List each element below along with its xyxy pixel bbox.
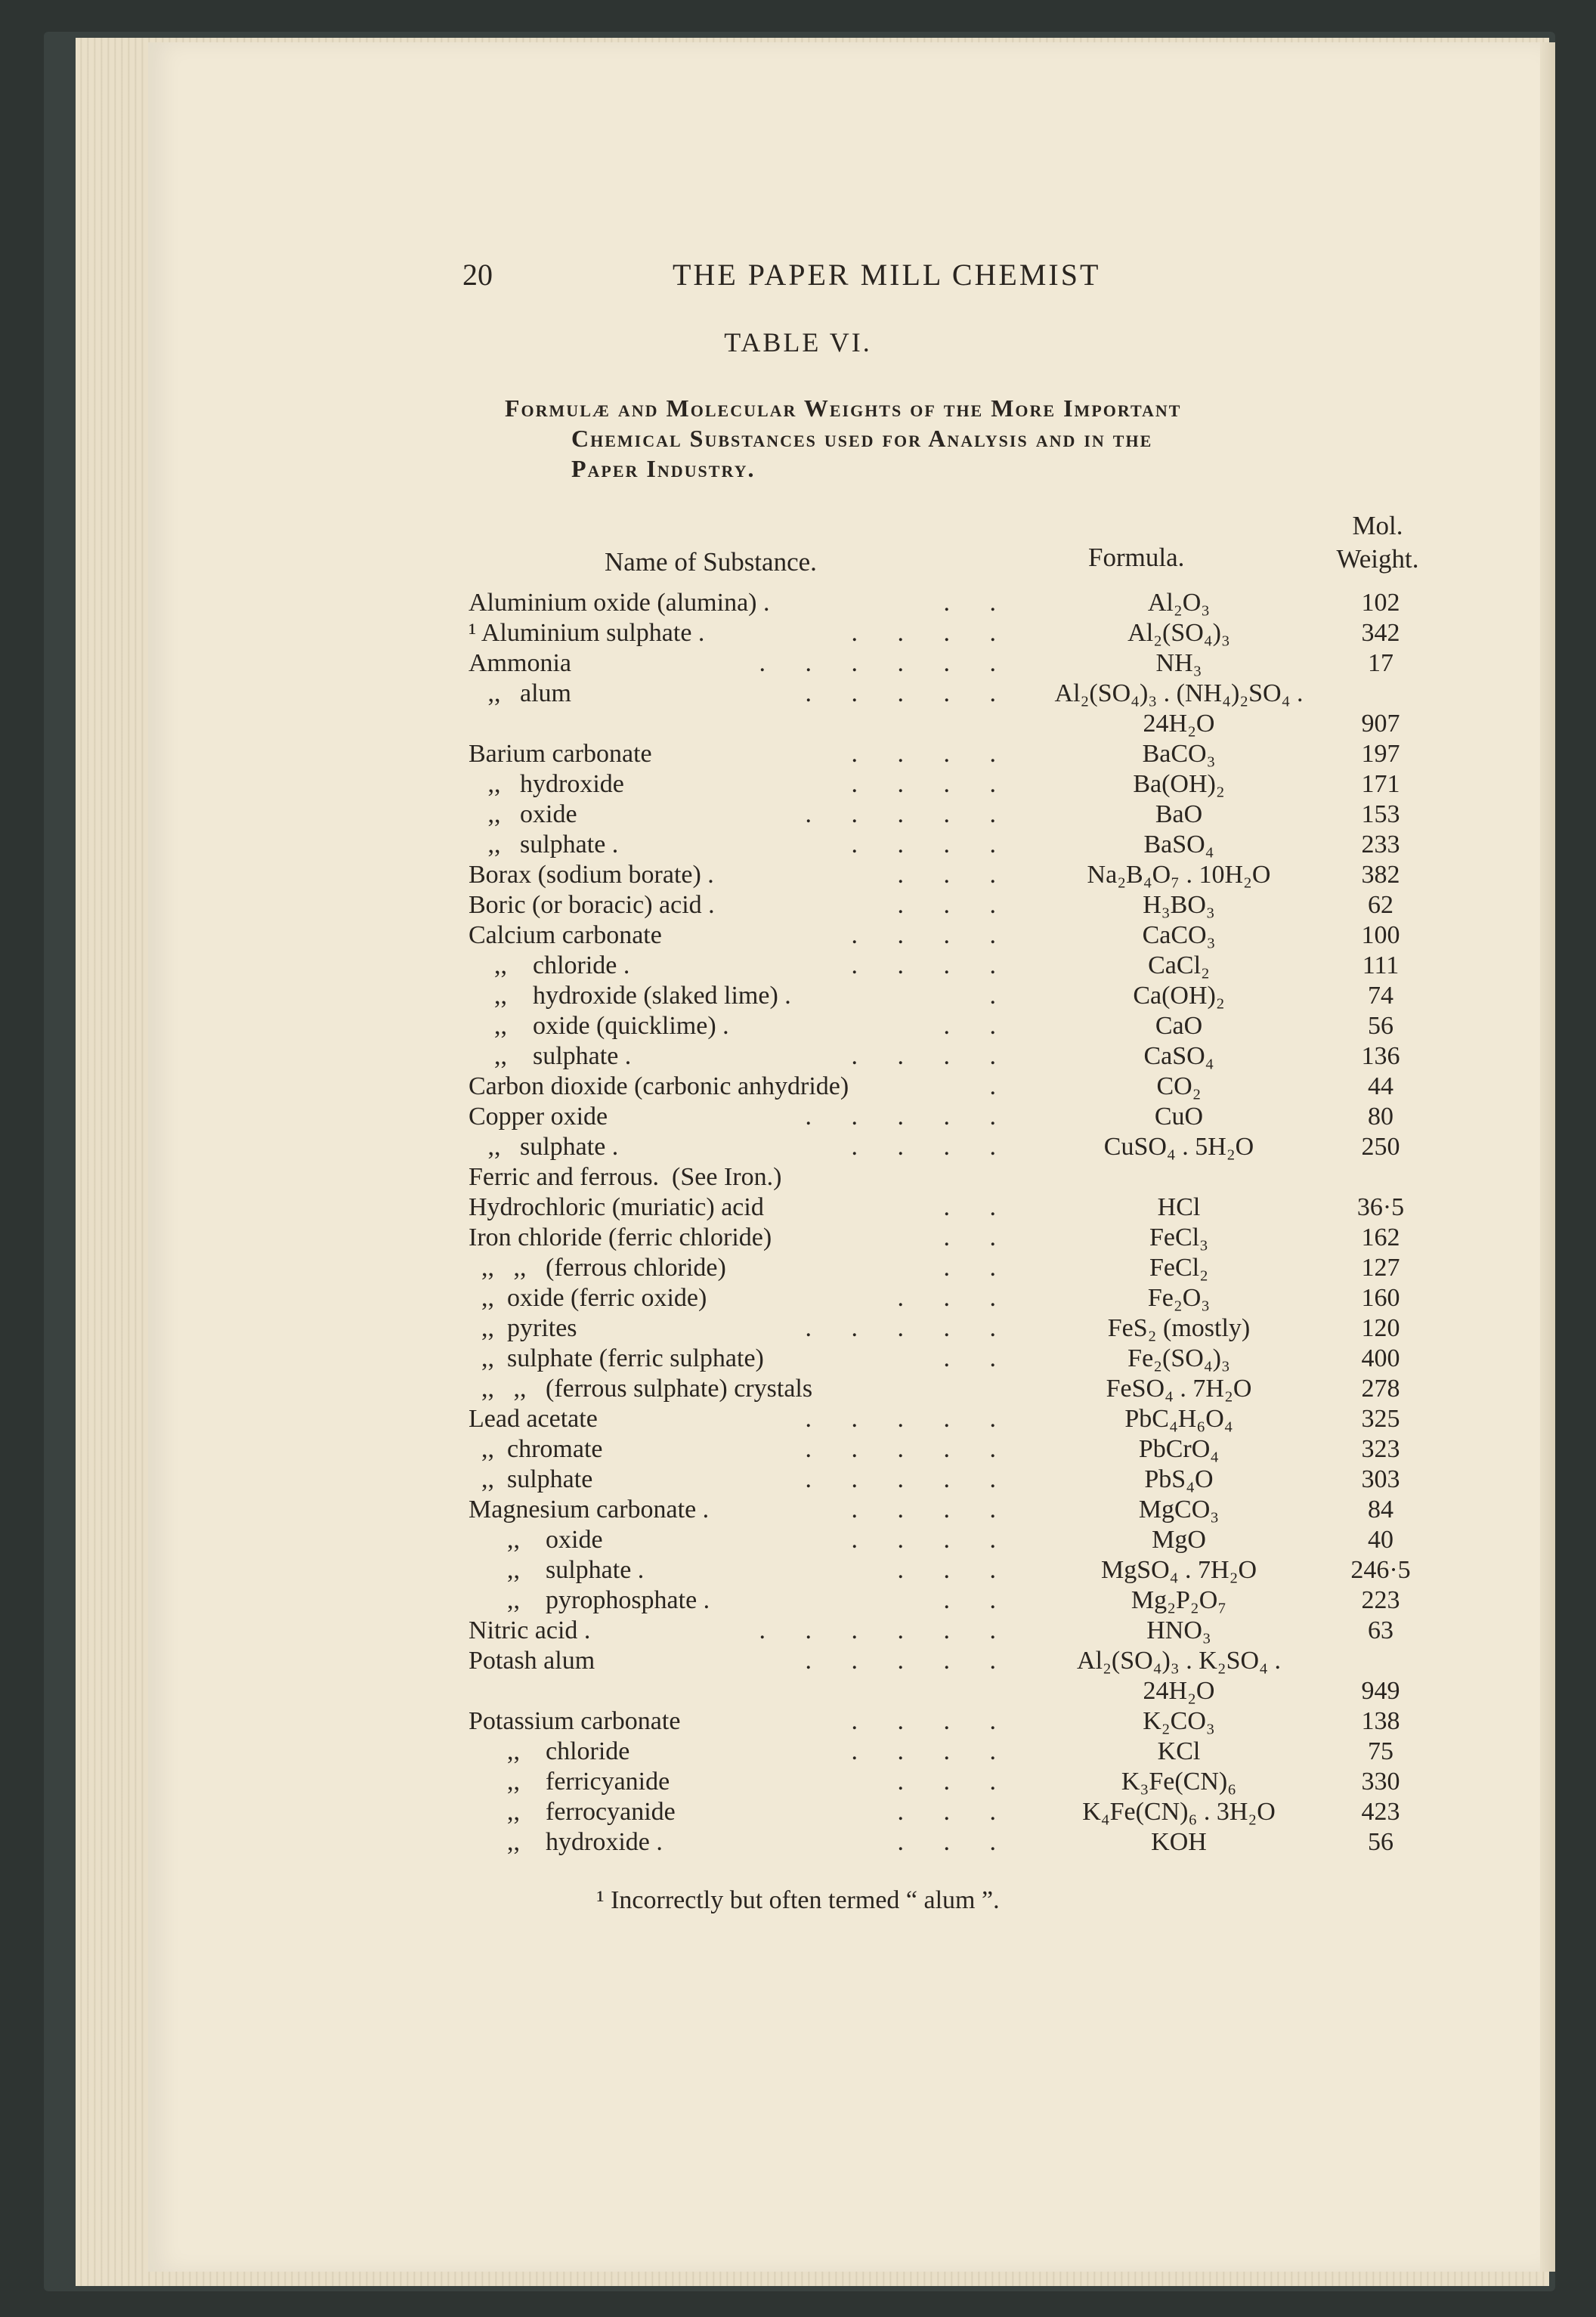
caption-line-1: Formulæ and Molecular Weights of the More Important	[505, 394, 1182, 422]
table-row	[469, 981, 1451, 1011]
substance-name: Carbon dioxide (carbonic anhydride)	[469, 1072, 849, 1100]
leader-dots: . .	[943, 1586, 1013, 1614]
substance-formula: KOH	[1151, 1828, 1207, 1856]
molecular-weight: 120	[1361, 1314, 1400, 1342]
table-title: TABLE VI.	[724, 327, 872, 357]
molecular-weight: 17	[1368, 649, 1393, 677]
leader-dots: . .	[943, 589, 1013, 617]
table-row	[469, 648, 1451, 679]
molecular-weight: 111	[1362, 951, 1400, 979]
molecular-weight: 246·5	[1350, 1556, 1411, 1584]
substance-name: ,, hydroxide (slaked lime) .	[469, 982, 791, 1010]
table-row	[469, 1767, 1451, 1797]
substance-name: Iron chloride (ferric chloride)	[469, 1223, 772, 1251]
substance-formula: Ba(OH)₂	[1133, 770, 1225, 798]
substance-formula: MgSO₄ . 7H₂O	[1100, 1556, 1257, 1584]
substance-name: Boric (or boracic) acid .	[469, 891, 715, 919]
substance-formula: CaCO₃	[1142, 921, 1216, 949]
substance-formula: FeCl₃	[1149, 1223, 1208, 1251]
substance-name: ,, pyrites	[469, 1314, 577, 1342]
leader-dots: . . . . . .	[759, 649, 1013, 677]
table-row	[469, 1132, 1451, 1162]
table-row	[469, 588, 1451, 618]
substance-name: ,, sulphate .	[469, 831, 619, 858]
footnote: ¹ Incorrectly but often termed “ alum ”.	[596, 1886, 1000, 1914]
substance-name: ,, sulphate (ferric sulphate)	[469, 1344, 764, 1372]
substance-formula: CuO	[1154, 1103, 1204, 1131]
leader-dots: . . .	[897, 1828, 1013, 1856]
page-header	[462, 257, 1264, 293]
substance-formula: PbS₄O	[1144, 1465, 1214, 1493]
leader-dots: . . . . .	[805, 1647, 1013, 1675]
molecular-weight: 100	[1361, 921, 1400, 949]
substance-name: ,, oxide (quicklime) .	[469, 1012, 729, 1040]
substance-formula: Al₂O₃	[1147, 589, 1211, 617]
column-header-weight-line-2: Weight.	[1336, 544, 1419, 574]
molecular-weight: 278	[1361, 1375, 1400, 1403]
substance-formula: KCl	[1157, 1737, 1201, 1765]
substance-formula: FeSO₄ . 7H₂O	[1106, 1375, 1252, 1403]
substance-formula: K₂CO₃	[1143, 1707, 1215, 1735]
table-row	[469, 1797, 1451, 1827]
table-row	[469, 1465, 1451, 1495]
molecular-weight: 75	[1368, 1737, 1393, 1765]
table-row	[469, 1495, 1451, 1525]
table-caption	[505, 393, 1404, 484]
table-row	[469, 890, 1451, 920]
column-header-formula: Formula.	[1088, 543, 1185, 572]
leader-dots: . . . .	[851, 770, 1013, 798]
substance-name: Potassium carbonate	[469, 1707, 681, 1735]
substance-formula: Al₂(SO₄)₃ . (NH₄)₂SO₄ .	[1054, 679, 1304, 707]
molecular-weight: 127	[1361, 1254, 1400, 1282]
leader-dots: . . . . .	[805, 800, 1013, 828]
table-row	[469, 1102, 1451, 1132]
leader-dots: . . . .	[851, 1496, 1013, 1524]
table-row	[469, 679, 1451, 739]
table-row	[469, 1585, 1451, 1616]
page-number: 20	[462, 258, 493, 292]
substance-name: ,, oxide (ferric oxide)	[469, 1284, 707, 1312]
table-row	[469, 1223, 1451, 1253]
substance-name: ,, oxide	[469, 1526, 603, 1554]
leader-dots: .	[989, 982, 1013, 1010]
substance-formula: CaSO₄	[1143, 1042, 1214, 1070]
substance-name: Copper oxide	[469, 1103, 608, 1131]
substance-name: ,, sulphate .	[469, 1133, 619, 1161]
table-row	[469, 1162, 1451, 1193]
leader-dots: . . .	[897, 1284, 1013, 1312]
substance-formula: K₃Fe(CN)₆	[1121, 1768, 1237, 1796]
table-row	[469, 1737, 1451, 1767]
substance-formula: MgCO₃	[1138, 1496, 1220, 1524]
substance-formula: CaO	[1155, 1012, 1203, 1040]
substance-name: Potash alum	[469, 1647, 595, 1675]
table-row	[469, 1072, 1451, 1102]
substance-formula: K₄Fe(CN)₆ . 3H₂O	[1082, 1798, 1276, 1826]
table-row	[469, 739, 1451, 769]
substance-formula: BaSO₄	[1143, 831, 1214, 858]
substance-name: ,, ,, (ferrous sulphate) crystals	[469, 1375, 813, 1403]
table-row	[469, 1827, 1451, 1858]
table-row	[469, 1525, 1451, 1555]
substance-formula: Fe₂O₃	[1147, 1284, 1211, 1312]
substance-name: ,, sulphate .	[469, 1556, 645, 1584]
substance-name: Magnesium carbonate .	[469, 1496, 710, 1524]
substance-name: ,, chromate	[469, 1435, 603, 1463]
table-row	[469, 1041, 1451, 1072]
substance-formula: CO₂	[1156, 1072, 1202, 1100]
substance-name: Borax (sodium borate) .	[469, 861, 714, 889]
table-row	[469, 1011, 1451, 1041]
molecular-weight: 136	[1361, 1042, 1400, 1070]
substance-formula: MgO	[1152, 1526, 1206, 1554]
leader-dots: . . . .	[851, 1526, 1013, 1554]
molecular-weight: 171	[1361, 770, 1400, 798]
molecular-weight: 44	[1368, 1072, 1393, 1100]
leader-dots: . . .	[897, 1556, 1013, 1584]
substance-name: Calcium carbonate	[469, 921, 662, 949]
substance-formula: Al₂(SO₄)₃ . K₂SO₄ .	[1077, 1647, 1281, 1675]
substance-formula: BaO	[1155, 800, 1203, 828]
leader-dots: .	[989, 1072, 1013, 1100]
leader-dots: . . . .	[851, 619, 1013, 647]
substance-name: ,, hydroxide .	[469, 1828, 663, 1856]
substance-formula: PbCrO₄	[1138, 1435, 1220, 1463]
leader-dots: . . .	[897, 891, 1013, 919]
leader-dots: . . . .	[851, 1707, 1013, 1735]
leader-dots: . . . .	[851, 740, 1013, 768]
substance-name: ,, alum	[469, 679, 571, 707]
substance-formula-continued: 24H₂O	[1143, 710, 1215, 738]
molecular-weight: 325	[1361, 1405, 1400, 1433]
table-row	[469, 1344, 1451, 1374]
substance-formula: H₃BO₃	[1143, 891, 1215, 919]
table-row	[469, 1404, 1451, 1434]
table-row	[469, 860, 1451, 890]
molecular-weight: 250	[1361, 1133, 1400, 1161]
substance-name: ,, oxide	[469, 800, 577, 828]
table-row	[469, 1283, 1451, 1313]
leader-dots: . .	[943, 1254, 1013, 1282]
substance-name: Lead acetate	[469, 1405, 598, 1433]
molecular-weight: 303	[1361, 1465, 1400, 1493]
molecular-weight: 56	[1368, 1012, 1393, 1040]
substance-name: ,, pyrophosphate .	[469, 1586, 710, 1614]
column-header-weight-line-1: Mol.	[1352, 511, 1403, 540]
molecular-weight: 36·5	[1356, 1193, 1405, 1221]
table-row	[469, 830, 1451, 860]
molecular-weight: 342	[1361, 619, 1400, 647]
molecular-weight: 160	[1361, 1284, 1400, 1312]
caption-line-2: Chemical Substances used for Analysis and in the	[571, 425, 1153, 452]
molecular-weight: 63	[1368, 1616, 1393, 1644]
substance-name: ,, sulphate	[469, 1465, 593, 1493]
table-row	[469, 800, 1451, 830]
substance-formula: FeS₂ (mostly)	[1107, 1314, 1251, 1342]
leader-dots: . . . .	[851, 921, 1013, 949]
substance-formula: CuSO₄ . 5H₂O	[1103, 1133, 1254, 1161]
substance-formula: Al₂(SO₄)₃	[1127, 619, 1230, 647]
molecular-weight: 197	[1361, 740, 1400, 768]
molecular-weight: 323	[1361, 1435, 1400, 1463]
substance-name: ,, ,, (ferrous chloride)	[469, 1254, 726, 1282]
leader-dots: . . . . . .	[759, 1616, 1013, 1644]
substance-name: ¹ Aluminium sulphate .	[469, 619, 705, 647]
substance-formula: CaCl₂	[1148, 951, 1210, 979]
leader-dots: . . . . .	[805, 1465, 1013, 1493]
table-row	[469, 1313, 1451, 1344]
leader-dots: . .	[943, 1012, 1013, 1040]
substance-formula: BaCO₃	[1142, 740, 1216, 768]
molecular-weight: 233	[1361, 831, 1400, 858]
leader-dots: . . . . .	[805, 1103, 1013, 1131]
table-row	[469, 1646, 1451, 1706]
column-header-weight	[1336, 509, 1419, 576]
leader-dots: . . . .	[851, 951, 1013, 979]
table-row	[469, 1434, 1451, 1465]
substance-formula: Fe₂(SO₄)₃	[1127, 1344, 1230, 1372]
substance-name: Hydrochloric (muriatic) acid	[469, 1193, 764, 1221]
substance-formula: HCl	[1157, 1193, 1201, 1221]
table-row	[469, 769, 1451, 800]
leader-dots: . . . . .	[805, 1405, 1013, 1433]
leader-dots: . .	[943, 1193, 1013, 1221]
table-row	[469, 1374, 1451, 1404]
table-row	[469, 1706, 1451, 1737]
molecular-weight: 84	[1368, 1496, 1393, 1524]
molecular-weight: 62	[1368, 891, 1393, 919]
substance-formula: FeCl₂	[1149, 1254, 1208, 1282]
molecular-weight: 56	[1368, 1828, 1393, 1856]
substance-name: Barium carbonate	[469, 740, 652, 768]
leader-dots: . .	[943, 1344, 1013, 1372]
leader-dots: . . .	[897, 861, 1013, 889]
table-row	[469, 1555, 1451, 1585]
table-row	[469, 618, 1451, 648]
molecular-weight: 40	[1368, 1526, 1393, 1554]
substance-formula: HNO₃	[1146, 1616, 1211, 1644]
table-row	[469, 920, 1451, 951]
substance-formula: Mg₂P₂O₇	[1130, 1586, 1227, 1614]
leader-dots: . . . .	[851, 1737, 1013, 1765]
molecular-weight: 330	[1361, 1768, 1400, 1796]
substance-name: Nitric acid .	[469, 1616, 591, 1644]
substance-name: ,, chloride	[469, 1737, 630, 1765]
table-row	[469, 1616, 1451, 1646]
substance-formula: Ca(OH)₂	[1133, 982, 1225, 1010]
leader-dots: . . . . .	[805, 1314, 1013, 1342]
substance-name: Ammonia	[469, 649, 571, 677]
molecular-weight: 162	[1361, 1223, 1400, 1251]
column-header-name: Name of Substance.	[605, 547, 817, 577]
running-head: THE PAPER MILL CHEMIST	[673, 258, 1101, 292]
molecular-weight: 74	[1368, 982, 1393, 1010]
leader-dots: . . .	[897, 1798, 1013, 1826]
molecular-weight: 949	[1361, 1677, 1400, 1705]
substance-name: Ferric and ferrous. (See Iron.)	[469, 1163, 782, 1191]
leader-dots: . . . .	[851, 1042, 1013, 1070]
table-row	[469, 1193, 1451, 1223]
caption-line-3: Paper Industry.	[571, 455, 756, 482]
molecular-weight: 153	[1361, 800, 1400, 828]
substance-formula: PbC₄H₆O₄	[1124, 1405, 1233, 1433]
table-row	[469, 1253, 1451, 1283]
molecular-weight: 138	[1361, 1707, 1400, 1735]
molecular-weight: 907	[1361, 710, 1400, 738]
molecular-weight: 80	[1368, 1103, 1393, 1131]
leader-dots: . . .	[897, 1768, 1013, 1796]
table-row	[469, 951, 1451, 981]
substance-formula: Na₂B₄O₇ . 10H₂O	[1087, 861, 1271, 889]
substance-name: ,, chloride .	[469, 951, 630, 979]
leader-dots: . . . .	[851, 1133, 1013, 1161]
molecular-weight: 423	[1361, 1798, 1400, 1826]
molecular-weight: 400	[1361, 1344, 1400, 1372]
substance-name: Aluminium oxide (alumina) .	[469, 589, 770, 617]
molecular-weight: 102	[1361, 589, 1400, 617]
substance-name: ,, ferrocyanide	[469, 1798, 676, 1826]
substance-formula: NH₃	[1155, 649, 1202, 677]
substance-name: ,, hydroxide	[469, 770, 624, 798]
substance-name: ,, ferricyanide	[469, 1768, 670, 1796]
leader-dots: . .	[943, 1223, 1013, 1251]
molecular-weight: 223	[1361, 1586, 1400, 1614]
substance-formula-continued: 24H₂O	[1143, 1677, 1215, 1705]
molecular-weight: 382	[1361, 861, 1400, 889]
substance-table	[469, 588, 1451, 1858]
leader-dots: . . . .	[851, 831, 1013, 858]
leader-dots: . . . . .	[805, 1435, 1013, 1463]
substance-name: ,, sulphate .	[469, 1042, 632, 1070]
page-right-edge	[1540, 42, 1555, 2272]
leader-dots: . . . . .	[805, 679, 1013, 707]
